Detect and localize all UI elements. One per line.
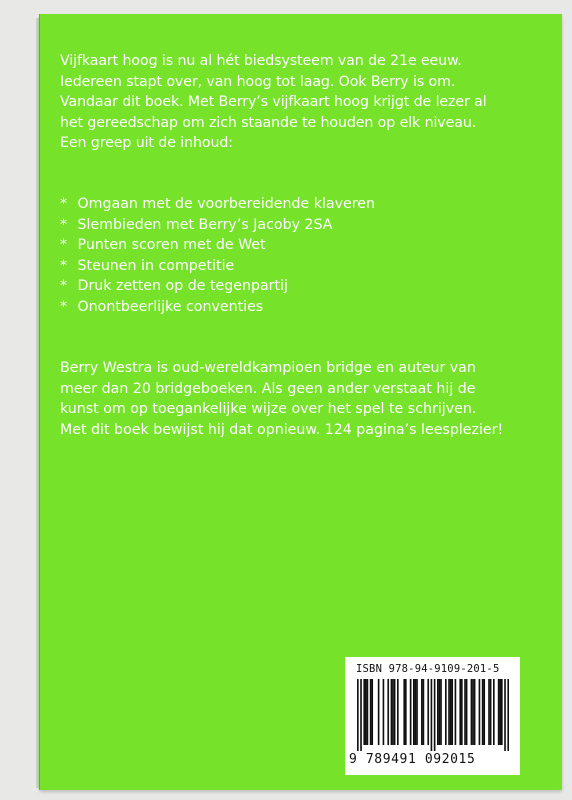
barcode-bar bbox=[459, 679, 461, 745]
barcode-bar bbox=[464, 679, 466, 745]
author-line: Met dit boek bewijst hij dat opnieuw. 124 pagina’s leesplezier! bbox=[60, 421, 504, 438]
blurb-line: Vijfkaart hoog is nu al hét biedsysteem van de 21e eeuw. bbox=[60, 53, 462, 69]
barcode-bar bbox=[451, 679, 453, 745]
list-item bbox=[60, 276, 375, 297]
barcode-bar bbox=[370, 679, 372, 745]
barcode-bar bbox=[493, 679, 495, 745]
barcode-bar bbox=[474, 679, 476, 745]
barcode-bar bbox=[445, 679, 447, 745]
barcode-bar bbox=[466, 679, 468, 745]
barcode-bar bbox=[440, 679, 442, 745]
barcode-bar bbox=[360, 679, 362, 751]
author-line: meer dan 20 bridgeboeken. Als geen ander verstaat hij de bbox=[60, 380, 476, 397]
barcode-bar bbox=[504, 679, 506, 751]
barcode-bar bbox=[501, 679, 503, 745]
isbn-label: ISBN 978-94-9109-201-5 bbox=[356, 663, 500, 675]
bullet-marker: * bbox=[60, 278, 68, 295]
barcode-bar bbox=[437, 679, 439, 745]
blurb-text bbox=[60, 51, 500, 154]
barcode-bar bbox=[392, 679, 394, 745]
barcode-bar bbox=[365, 679, 367, 745]
barcode-bar bbox=[363, 679, 365, 745]
barcode-bar bbox=[397, 679, 399, 745]
barcode-digits: 9 789491 092015 bbox=[349, 752, 476, 767]
barcode-bar bbox=[403, 679, 405, 745]
barcode-bar bbox=[416, 679, 418, 745]
barcode-bar bbox=[383, 679, 385, 745]
barcode-bar bbox=[427, 679, 429, 745]
bullet-marker: * bbox=[60, 196, 68, 212]
barcode-bar bbox=[461, 679, 463, 745]
barcode-bar bbox=[471, 679, 473, 745]
isbn-barcode-block bbox=[345, 657, 520, 775]
list-item-text: Slembieden met Berry’s Jacoby 2SA bbox=[77, 216, 333, 233]
list-item-text: Omgaan met de voorbereidende klaveren bbox=[77, 196, 375, 212]
barcode-bar bbox=[483, 679, 485, 745]
barcode-bar bbox=[421, 679, 423, 745]
barcode-bar bbox=[415, 679, 417, 745]
author-line: kunst om op toegankelijke wijze over het spel te schrijven. bbox=[60, 401, 477, 418]
author-line: Berry Westra is oud-wereldkampioen bridge en auteur van bbox=[60, 360, 476, 376]
list-item bbox=[60, 235, 375, 256]
barcode-bar bbox=[448, 679, 450, 745]
list-item bbox=[60, 194, 375, 215]
barcode-bar bbox=[423, 679, 425, 745]
list-item-text: Onontbeerlijke conventies bbox=[77, 298, 264, 315]
barcode-bar bbox=[394, 679, 396, 745]
barcode-bar bbox=[410, 679, 412, 745]
barcode-bar bbox=[488, 679, 490, 745]
author-bio bbox=[60, 358, 510, 440]
barcode-bar bbox=[482, 679, 484, 745]
barcode-bar bbox=[405, 679, 407, 745]
barcode-bar bbox=[499, 679, 501, 745]
list-item bbox=[60, 256, 375, 277]
bullet-marker: * bbox=[60, 298, 68, 315]
bullet-marker: * bbox=[60, 216, 68, 233]
barcode-bar bbox=[413, 679, 415, 745]
barcode-bar bbox=[387, 679, 389, 745]
barcode-bar bbox=[434, 679, 436, 751]
barcode-bar bbox=[431, 679, 433, 751]
barcode-icon bbox=[357, 679, 509, 751]
contents-list bbox=[60, 194, 375, 318]
blurb-line: Een greep uit de inhoud: bbox=[60, 135, 233, 152]
bullet-marker: * bbox=[60, 257, 68, 274]
list-item bbox=[60, 215, 375, 236]
list-item-text: Steunen in competitie bbox=[77, 257, 235, 274]
barcode-bar bbox=[371, 679, 373, 745]
barcode-bar bbox=[367, 679, 369, 745]
barcode-bar bbox=[498, 679, 500, 745]
barcode-bar bbox=[357, 679, 359, 751]
barcode-bar bbox=[455, 679, 457, 745]
list-item bbox=[60, 297, 375, 318]
bullet-marker: * bbox=[60, 237, 68, 254]
barcode-bar bbox=[378, 679, 380, 745]
barcode-bar bbox=[490, 679, 492, 745]
list-item-text: Druk zetten op de tegenpartij bbox=[77, 278, 288, 295]
barcode-bar bbox=[450, 679, 452, 745]
blurb-line: Iedereen stapt over, van hoog tot laag. Ook Berry is om. bbox=[60, 73, 456, 90]
barcode-bar bbox=[439, 679, 441, 745]
barcode-bar bbox=[472, 679, 474, 745]
list-item-text: Punten scoren met de Wet bbox=[77, 237, 266, 254]
blurb-line: Vandaar dit boek. Met Berry’s vijfkaart hoog krijgt de lezer al bbox=[60, 94, 487, 111]
blurb-line: het gereedschap om zich staande te houden op elk niveau. bbox=[60, 114, 477, 131]
barcode-bar bbox=[479, 679, 481, 745]
barcode-bar bbox=[391, 679, 393, 745]
barcode-bar bbox=[507, 679, 509, 751]
